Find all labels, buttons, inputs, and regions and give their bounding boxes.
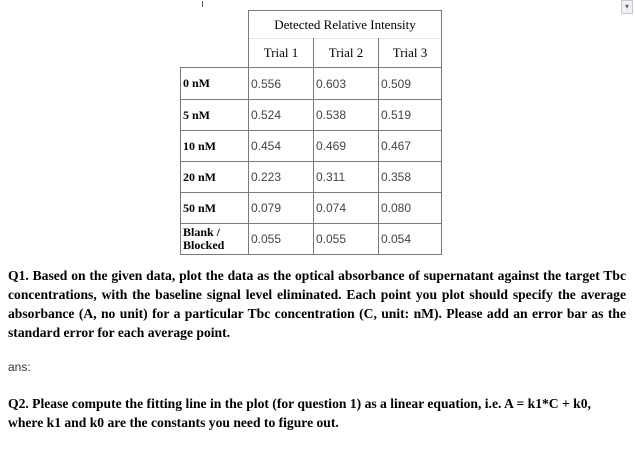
table-row [181, 224, 442, 255]
table-cell: 0.055 [314, 224, 379, 255]
table-cell: 0.524 [249, 100, 314, 131]
table-row [181, 193, 442, 224]
table-corner [181, 39, 249, 68]
table-cell: 0.519 [379, 100, 442, 131]
table-cell: 0.080 [379, 193, 442, 224]
table-cell: 0.055 [249, 224, 314, 255]
table-row [181, 131, 442, 162]
table-row [181, 68, 442, 100]
trial-header: Trial 3 [379, 39, 442, 68]
scroll-down-icon[interactable]: ▾ [621, 0, 633, 14]
table-cell: 0.074 [314, 193, 379, 224]
table-cell: 0.454 [249, 131, 314, 162]
question-2: Q2. Please compute the fitting line in the plot (for question 1) as a linear equation, i.e. A = k1*C + k0, where k1 and k0 are the constants you need to figure out. [8, 396, 591, 430]
trial-header: Trial 2 [314, 39, 379, 68]
row-label: 0 nM [181, 68, 249, 100]
table-cell: 0.556 [249, 68, 314, 100]
text-cursor-mark [202, 1, 203, 7]
question-1: Q1. Based on the given data, plot the data as the optical absorbance of supernatant against the target Tbc concentrations, with the baseline signal level eliminated. Each point you plot should specify the average absorbance (A, no unit) for a particular Tbc concentration (C, unit: nM). Please add an error bar as the standard error for each average point. [8, 268, 626, 340]
table-title: Detected Relative Intensity [249, 11, 442, 39]
table-cell: 0.467 [379, 131, 442, 162]
row-label: 10 nM [181, 131, 249, 162]
table-row [181, 162, 442, 193]
table-row [181, 100, 442, 131]
table-cell: 0.079 [249, 193, 314, 224]
table-cell: 0.603 [314, 68, 379, 100]
table-cell: 0.054 [379, 224, 442, 255]
table-cell: 0.358 [379, 162, 442, 193]
table-corner [181, 11, 249, 39]
answer-label: ans: [8, 360, 31, 374]
table-cell: 0.311 [314, 162, 379, 193]
table-cell: 0.538 [314, 100, 379, 131]
table-cell: 0.223 [249, 162, 314, 193]
row-label: Blank / Blocked [181, 224, 249, 255]
row-label: 50 nM [181, 193, 249, 224]
intensity-table [180, 10, 442, 255]
table-cell: 0.509 [379, 68, 442, 100]
row-label: 20 nM [181, 162, 249, 193]
row-label: 5 nM [181, 100, 249, 131]
trial-header: Trial 1 [249, 39, 314, 68]
table-cell: 0.469 [314, 131, 379, 162]
